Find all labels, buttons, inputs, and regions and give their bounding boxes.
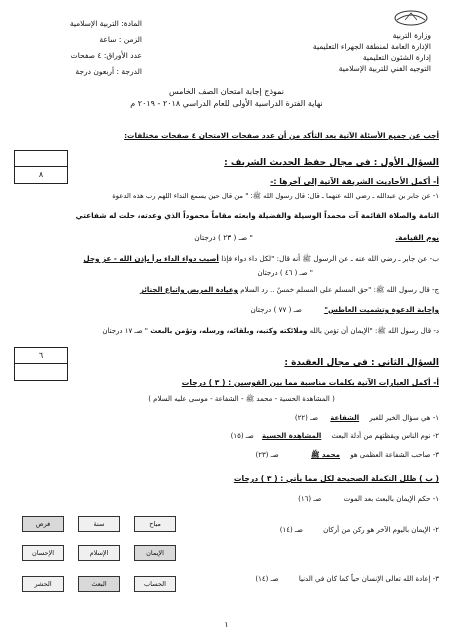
hadith-1-line1: ١- عن جابر بن عبدالله ـ رضي الله عنهما ـ قال: قال رسول الله ﷺ: " من قال حين يسمع النداء اللهم رب هذه الدعوة [112,192,439,200]
choice-q2: ٢- الإيمان باليوم الآخر هو ركن من أركان صـ (١٤) [279,526,439,534]
hadith-3-line2: وإجابة الدعوة وتشميت العاطس" صـ ( ٧٧ ) درجتان [250,305,439,314]
hadith-1-answer: يوم القيامة. " صـ ( ٢٣ ) درجتان [194,233,439,242]
fill-item-1: ١- هي سؤال الخير للغير الشفاعة صـ (٢٢) [294,414,439,422]
ministry-name: وزارة التربية [392,31,431,40]
page-number: ١ [224,620,229,629]
q2-score: ٦ [15,348,67,364]
time-label: الزمن : ساعة [99,35,142,44]
choice-1-option-2[interactable]: سنة [78,516,120,532]
word-bank: ( المشاهدة الحسية - محمد ﷺ - الشفاعة - موسى عليه السلام ) [148,395,335,403]
hadith-2: ب- عن جابر ـ رضي الله عنه ـ عن الرسول ﷺ أنه قال: "لكل داء دواء فإذا أصيب دواء الداء برأ بإذن الله - عز وجل [83,254,439,263]
q1-score: ٨ [38,170,44,179]
exam-subtitle: نهاية الفترة الدراسية الأولى للعام الدراسي ٢٠١٨ - ٢٠١٩ م [130,99,323,108]
choice-1-option-3[interactable]: مباح [134,516,176,532]
choice-2-option-3[interactable]: الإيمان [134,545,176,561]
fill-item-2: ٢- نوم الناس ويقظتهم من أدلة البعث المشاهدة الحسية صـ (١٥) [230,432,439,440]
emblem [391,8,431,30]
hadith-1-line2: التامة والصلاة القائمة آت محمداً الوسيلة والفضيلة وابعثه مقاماً محموداً الذي وعدته، حلت له شفاعتي [75,211,439,220]
affairs-name: إدارة الشئون التعليمية [362,53,431,62]
subject-label: المادة: التربية الإسلامية [69,19,142,28]
instruction: أجب عن جميع الأسئلة الآتية بعد التأكد من أن عدد صفحات الامتحان ٤ صفحات مختلفات: [124,131,439,140]
q1-part-a: أ- أكمل الأحاديث الشريفة الآتية إلى آخرها :- [270,177,439,186]
choice-3-option-2[interactable]: البعث [78,576,120,592]
guidance-name: التوجيه الفني للتربية الإسلامية [338,64,431,73]
choice-3-option-1[interactable]: الحشر [22,576,64,592]
hadith-4: د- قال رسول الله ﷺ: "الإيمان أن تؤمن بالله وملائكته وكتبه، وبلقائه، ورسله، وتؤمن بالبعث " صـ ١٧ درجتان [102,327,439,335]
q1-title: السؤال الأول : في مجال حفظ الحديث الشريف : [224,158,439,168]
exam-title: نموذج إجابة امتحان الصف الخامس [168,87,285,96]
q2-title: السؤال الثاني : في مجال العقيدة : [284,358,439,368]
choice-1-option-1[interactable]: فرض [22,516,64,532]
fill-item-3: ٣- صاحب الشفاعة العظمى هو محمد ﷺ صـ (٢٣) [255,451,439,459]
q2-part-b: ( ب ) ظلل التكملة الصحيحة لكل مما يأتي : ( ٣ ) درجات [233,474,439,483]
choice-2-option-2[interactable]: الإسلام [78,545,120,561]
directorate-name: الإدارة العامة لمنطقة الجهراء التعليمية [312,42,431,51]
choice-q3: ٣- إعادة الله تعالى الإنسان حياً كما كان في الدنيا صـ (١٤) [255,575,439,583]
choice-3-option-3[interactable]: الحساب [134,576,176,592]
q2-part-a: أ- أكمل العبارات الآتية بكلمات مناسبة مما بين القوسين : ( ٣ ) درجات [181,378,439,387]
hadith-2-ref: " صـ ( ٤٦ ) درجتان [257,269,313,277]
choice-q1: ١- حكم الإيمان بالبعث بعد الموت صـ (١٦) [298,495,439,503]
kuwait-emblem-icon [391,8,431,28]
choice-2-option-1[interactable]: الإحسان [22,545,64,561]
pages-label: عدد الأوراق: ٤ صفحات [70,51,142,60]
grade-label: الدرجة : أربعون درجة [75,67,142,76]
hadith-3: ج- قال رسول الله ﷺ: "حق المسلم على المسلم خمسٌ .. رد السلام وعيادة المريض واتباع الجنائز [139,286,439,294]
